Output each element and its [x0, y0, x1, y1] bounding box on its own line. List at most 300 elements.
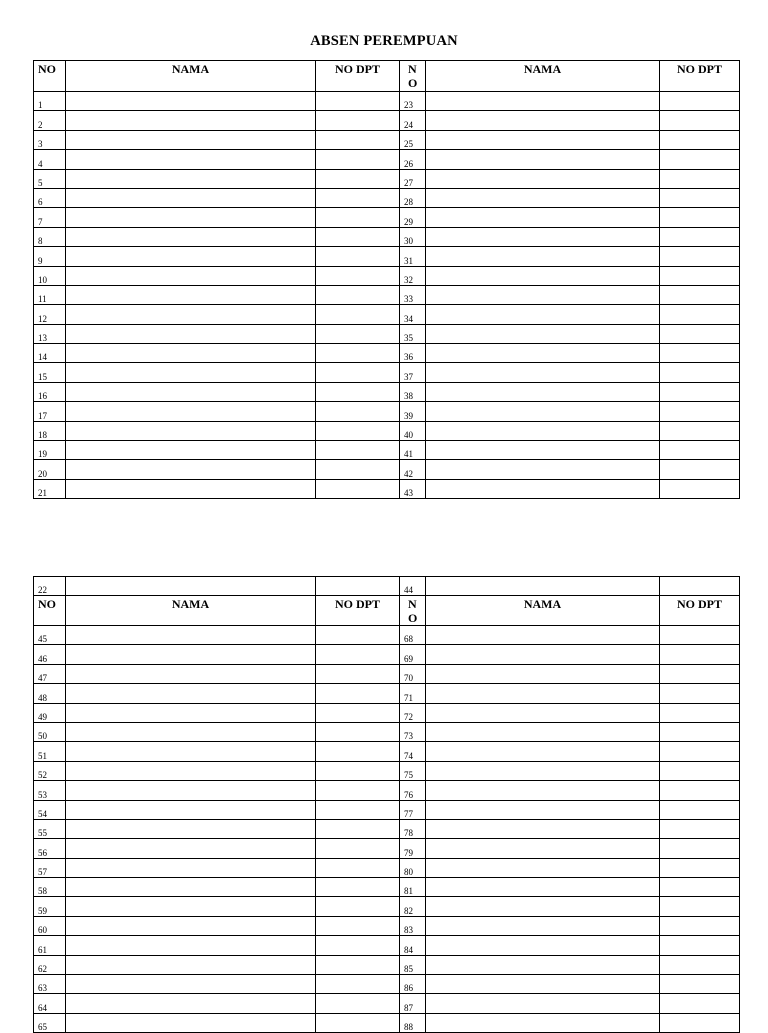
dpt-cell-right[interactable]	[660, 645, 740, 664]
row-number-left: 6	[34, 188, 66, 207]
dpt-cell-left[interactable]	[316, 703, 400, 722]
table-row	[34, 208, 740, 227]
row-number-right: 74	[400, 742, 426, 761]
name-cell-left[interactable]	[66, 916, 316, 935]
table-row	[34, 169, 740, 188]
table-row	[34, 781, 740, 800]
dpt-cell-left[interactable]	[316, 839, 400, 858]
row-number-right: 87	[400, 994, 426, 1013]
dpt-cell-left[interactable]	[316, 742, 400, 761]
table-row	[34, 227, 740, 246]
dpt-cell-right[interactable]	[660, 1013, 740, 1032]
row-number-left: 18	[34, 421, 66, 440]
dpt-cell-left[interactable]	[316, 577, 400, 596]
dpt-cell-left[interactable]	[316, 858, 400, 877]
header-nama: NAMA	[66, 61, 316, 92]
row-number-left: 56	[34, 839, 66, 858]
name-cell-left[interactable]	[66, 839, 316, 858]
row-number-left: 3	[34, 130, 66, 149]
table-row	[34, 761, 740, 780]
row-number-right: 83	[400, 916, 426, 935]
row-number-left: 8	[34, 227, 66, 246]
dpt-cell-right[interactable]	[660, 344, 740, 363]
name-cell-right[interactable]	[426, 703, 660, 722]
dpt-cell-left[interactable]	[316, 111, 400, 130]
table-row	[34, 722, 740, 741]
name-cell-left[interactable]	[66, 936, 316, 955]
name-cell-right[interactable]	[426, 382, 660, 401]
table-row	[34, 111, 740, 130]
dpt-cell-left[interactable]	[316, 479, 400, 498]
name-cell-left[interactable]	[66, 1013, 316, 1032]
table-row	[34, 344, 740, 363]
dpt-cell-right[interactable]	[660, 382, 740, 401]
row-number-left: 55	[34, 819, 66, 838]
table-row	[34, 266, 740, 285]
name-cell-right[interactable]	[426, 111, 660, 130]
table-row	[34, 305, 740, 324]
dpt-cell-right[interactable]	[660, 577, 740, 596]
row-number-left: 20	[34, 460, 66, 479]
row-number-left: 54	[34, 800, 66, 819]
name-cell-left[interactable]	[66, 955, 316, 974]
name-cell-left[interactable]	[66, 344, 316, 363]
name-cell-right[interactable]	[426, 92, 660, 111]
table-row	[34, 703, 740, 722]
dpt-cell-left[interactable]	[316, 781, 400, 800]
dpt-cell-right[interactable]	[660, 441, 740, 460]
row-number-right: 34	[400, 305, 426, 324]
row-number-right: 33	[400, 285, 426, 304]
name-cell-left[interactable]	[66, 577, 316, 596]
dpt-cell-right[interactable]	[660, 742, 740, 761]
dpt-cell-right[interactable]	[660, 761, 740, 780]
name-cell-right[interactable]	[426, 130, 660, 149]
dpt-cell-left[interactable]	[316, 421, 400, 440]
row-number-left: 53	[34, 781, 66, 800]
table-row	[34, 382, 740, 401]
name-cell-right[interactable]	[426, 664, 660, 683]
table-row	[34, 441, 740, 460]
name-cell-left[interactable]	[66, 479, 316, 498]
table-row	[34, 839, 740, 858]
dpt-cell-left[interactable]	[316, 382, 400, 401]
name-cell-left[interactable]	[66, 684, 316, 703]
name-cell-right[interactable]	[426, 188, 660, 207]
dpt-cell-right[interactable]	[660, 975, 740, 994]
dpt-cell-right[interactable]	[660, 285, 740, 304]
dpt-cell-left[interactable]	[316, 150, 400, 169]
dpt-cell-right[interactable]	[660, 878, 740, 897]
name-cell-left[interactable]	[66, 800, 316, 819]
name-cell-right[interactable]	[426, 955, 660, 974]
name-cell-right[interactable]	[426, 878, 660, 897]
name-cell-right[interactable]	[426, 479, 660, 498]
dpt-cell-left[interactable]	[316, 975, 400, 994]
name-cell-right[interactable]	[426, 684, 660, 703]
row-number-right: 30	[400, 227, 426, 246]
name-cell-left[interactable]	[66, 460, 316, 479]
dpt-cell-left[interactable]	[316, 684, 400, 703]
name-cell-left[interactable]	[66, 645, 316, 664]
name-cell-left[interactable]	[66, 421, 316, 440]
dpt-cell-right[interactable]	[660, 363, 740, 382]
header-no-dpt: NO DPT	[316, 596, 400, 626]
name-cell-left[interactable]	[66, 703, 316, 722]
name-cell-left[interactable]	[66, 897, 316, 916]
row-number-right: 37	[400, 363, 426, 382]
name-cell-right[interactable]	[426, 722, 660, 741]
row-number-left: 60	[34, 916, 66, 935]
row-number-left: 57	[34, 858, 66, 877]
name-cell-right[interactable]	[426, 460, 660, 479]
name-cell-left[interactable]	[66, 208, 316, 227]
row-number-left: 4	[34, 150, 66, 169]
table-row	[34, 92, 740, 111]
dpt-cell-left[interactable]	[316, 897, 400, 916]
dpt-cell-left[interactable]	[316, 188, 400, 207]
dpt-cell-right[interactable]	[660, 208, 740, 227]
name-cell-right[interactable]	[426, 402, 660, 421]
name-cell-left[interactable]	[66, 305, 316, 324]
table-row	[34, 645, 740, 664]
name-cell-left[interactable]	[66, 111, 316, 130]
row-number-left: 63	[34, 975, 66, 994]
name-cell-left[interactable]	[66, 169, 316, 188]
dpt-cell-right[interactable]	[660, 247, 740, 266]
row-number-right: 68	[400, 626, 426, 645]
table-row	[34, 994, 740, 1013]
dpt-cell-left[interactable]	[316, 324, 400, 343]
header-no-dpt-right: NO DPT	[660, 61, 740, 92]
row-number-left: 51	[34, 742, 66, 761]
table-row	[34, 858, 740, 877]
row-number-left: 17	[34, 402, 66, 421]
table-row	[34, 324, 740, 343]
table-row	[34, 285, 740, 304]
table-row	[34, 936, 740, 955]
dpt-cell-right[interactable]	[660, 479, 740, 498]
row-number-right: 42	[400, 460, 426, 479]
name-cell-left[interactable]	[66, 664, 316, 683]
row-number-right: 86	[400, 975, 426, 994]
name-cell-right[interactable]	[426, 305, 660, 324]
row-number-right: 32	[400, 266, 426, 285]
dpt-cell-left[interactable]	[316, 266, 400, 285]
row-number-left: 49	[34, 703, 66, 722]
name-cell-left[interactable]	[66, 363, 316, 382]
table-row	[34, 402, 740, 421]
row-number-right: 24	[400, 111, 426, 130]
name-cell-left[interactable]	[66, 285, 316, 304]
row-number-left: 61	[34, 936, 66, 955]
dpt-cell-left[interactable]	[316, 130, 400, 149]
name-cell-left[interactable]	[66, 92, 316, 111]
name-cell-left[interactable]	[66, 382, 316, 401]
row-number-right: 70	[400, 664, 426, 683]
row-number-left: 47	[34, 664, 66, 683]
dpt-cell-right[interactable]	[660, 421, 740, 440]
name-cell-right[interactable]	[426, 936, 660, 955]
dpt-cell-left[interactable]	[316, 305, 400, 324]
dpt-cell-left[interactable]	[316, 819, 400, 838]
name-cell-right[interactable]	[426, 819, 660, 838]
name-cell-left[interactable]	[66, 878, 316, 897]
dpt-cell-right[interactable]	[660, 626, 740, 645]
name-cell-right[interactable]	[426, 227, 660, 246]
name-cell-right[interactable]	[426, 742, 660, 761]
name-cell-right[interactable]	[426, 363, 660, 382]
dpt-cell-right[interactable]	[660, 800, 740, 819]
row-number-left: 59	[34, 897, 66, 916]
dpt-cell-right[interactable]	[660, 897, 740, 916]
name-cell-right[interactable]	[426, 247, 660, 266]
table-row	[34, 247, 740, 266]
dpt-cell-left[interactable]	[316, 402, 400, 421]
header-nama-right: NAMA	[426, 61, 660, 92]
row-number-left: 14	[34, 344, 66, 363]
dpt-cell-left[interactable]	[316, 955, 400, 974]
dpt-cell-left[interactable]	[316, 247, 400, 266]
row-number-right: 39	[400, 402, 426, 421]
row-number-left: 52	[34, 761, 66, 780]
dpt-cell-right[interactable]	[660, 819, 740, 838]
table-row	[34, 878, 740, 897]
table-row	[34, 975, 740, 994]
name-cell-right[interactable]	[426, 1013, 660, 1032]
header-no: NO	[34, 61, 66, 92]
row-number-right: 41	[400, 441, 426, 460]
row-number-left: 16	[34, 382, 66, 401]
dpt-cell-left[interactable]	[316, 208, 400, 227]
name-cell-left[interactable]	[66, 858, 316, 877]
name-cell-right[interactable]	[426, 858, 660, 877]
row-number-right: 76	[400, 781, 426, 800]
header-no: NO	[34, 596, 66, 626]
row-number-right: 23	[400, 92, 426, 111]
row-number-left: 58	[34, 878, 66, 897]
dpt-cell-right[interactable]	[660, 130, 740, 149]
row-number-right: 88	[400, 1013, 426, 1032]
dpt-cell-left[interactable]	[316, 936, 400, 955]
name-cell-left[interactable]	[66, 722, 316, 741]
name-cell-left[interactable]	[66, 819, 316, 838]
row-number-right: 26	[400, 150, 426, 169]
row-number-right: 72	[400, 703, 426, 722]
header-nama-right: NAMA	[426, 596, 660, 626]
row-number-left: 48	[34, 684, 66, 703]
table-row	[34, 188, 740, 207]
row-number-left: 7	[34, 208, 66, 227]
dpt-cell-left[interactable]	[316, 626, 400, 645]
row-number-right: 79	[400, 839, 426, 858]
dpt-cell-right[interactable]	[660, 994, 740, 1013]
row-number-left: 15	[34, 363, 66, 382]
header-no-right: NO	[400, 596, 426, 626]
table-row	[34, 626, 740, 645]
dpt-cell-left[interactable]	[316, 800, 400, 819]
dpt-cell-right[interactable]	[660, 781, 740, 800]
dpt-cell-right[interactable]	[660, 188, 740, 207]
dpt-cell-right[interactable]	[660, 858, 740, 877]
name-cell-left[interactable]	[66, 626, 316, 645]
name-cell-right[interactable]	[426, 285, 660, 304]
dpt-cell-right[interactable]	[660, 839, 740, 858]
row-number-left: 13	[34, 324, 66, 343]
name-cell-right[interactable]	[426, 781, 660, 800]
dpt-cell-right[interactable]	[660, 703, 740, 722]
name-cell-right[interactable]	[426, 897, 660, 916]
name-cell-left[interactable]	[66, 266, 316, 285]
name-cell-left[interactable]	[66, 441, 316, 460]
dpt-cell-left[interactable]	[316, 645, 400, 664]
name-cell-right[interactable]	[426, 344, 660, 363]
name-cell-right[interactable]	[426, 626, 660, 645]
row-number-right: 35	[400, 324, 426, 343]
dpt-cell-left[interactable]	[316, 441, 400, 460]
row-number-left: 65	[34, 1013, 66, 1032]
name-cell-left[interactable]	[66, 402, 316, 421]
dpt-cell-right[interactable]	[660, 305, 740, 324]
dpt-cell-right[interactable]	[660, 402, 740, 421]
dpt-cell-left[interactable]	[316, 460, 400, 479]
name-cell-left[interactable]	[66, 975, 316, 994]
row-number-right: 44	[400, 577, 426, 596]
row-number-right: 40	[400, 421, 426, 440]
dpt-cell-right[interactable]	[660, 169, 740, 188]
row-number-left: 5	[34, 169, 66, 188]
row-number-left: 22	[34, 577, 66, 596]
dpt-cell-right[interactable]	[660, 150, 740, 169]
name-cell-right[interactable]	[426, 839, 660, 858]
dpt-cell-left[interactable]	[316, 344, 400, 363]
dpt-cell-right[interactable]	[660, 111, 740, 130]
row-number-left: 62	[34, 955, 66, 974]
row-number-left: 11	[34, 285, 66, 304]
name-cell-left[interactable]	[66, 994, 316, 1013]
name-cell-right[interactable]	[426, 208, 660, 227]
row-number-left: 45	[34, 626, 66, 645]
header-nama: NAMA	[66, 596, 316, 626]
name-cell-right[interactable]	[426, 975, 660, 994]
name-cell-right[interactable]	[426, 266, 660, 285]
table-row	[34, 130, 740, 149]
dpt-cell-left[interactable]	[316, 92, 400, 111]
dpt-cell-right[interactable]	[660, 955, 740, 974]
dpt-cell-left[interactable]	[316, 722, 400, 741]
dpt-cell-left[interactable]	[316, 916, 400, 935]
name-cell-right[interactable]	[426, 324, 660, 343]
name-cell-right[interactable]	[426, 761, 660, 780]
table-row	[34, 421, 740, 440]
name-cell-left[interactable]	[66, 227, 316, 246]
name-cell-right[interactable]	[426, 169, 660, 188]
row-number-left: 2	[34, 111, 66, 130]
row-number-right: 75	[400, 761, 426, 780]
row-number-left: 46	[34, 645, 66, 664]
name-cell-left[interactable]	[66, 761, 316, 780]
table-header-row	[34, 596, 740, 626]
dpt-cell-left[interactable]	[316, 1013, 400, 1032]
table-row	[34, 479, 740, 498]
row-number-right: 36	[400, 344, 426, 363]
name-cell-right[interactable]	[426, 994, 660, 1013]
row-number-right: 81	[400, 878, 426, 897]
name-cell-left[interactable]	[66, 742, 316, 761]
dpt-cell-left[interactable]	[316, 994, 400, 1013]
row-number-right: 28	[400, 188, 426, 207]
row-number-left: 50	[34, 722, 66, 741]
row-number-left: 12	[34, 305, 66, 324]
dpt-cell-left[interactable]	[316, 227, 400, 246]
table-header-row	[34, 61, 740, 92]
dpt-cell-left[interactable]	[316, 169, 400, 188]
name-cell-right[interactable]	[426, 150, 660, 169]
dpt-cell-right[interactable]	[660, 266, 740, 285]
table-row	[34, 819, 740, 838]
page-title: ABSEN PEREMPUAN	[310, 33, 458, 49]
dpt-cell-right[interactable]	[660, 936, 740, 955]
dpt-cell-right[interactable]	[660, 664, 740, 683]
dpt-cell-right[interactable]	[660, 92, 740, 111]
dpt-cell-left[interactable]	[316, 363, 400, 382]
name-cell-left[interactable]	[66, 781, 316, 800]
row-number-right: 77	[400, 800, 426, 819]
row-number-left: 9	[34, 247, 66, 266]
row-number-right: 29	[400, 208, 426, 227]
table-row	[34, 684, 740, 703]
dpt-cell-left[interactable]	[316, 664, 400, 683]
dpt-cell-left[interactable]	[316, 285, 400, 304]
dpt-cell-right[interactable]	[660, 227, 740, 246]
name-cell-right[interactable]	[426, 577, 660, 596]
name-cell-right[interactable]	[426, 645, 660, 664]
name-cell-right[interactable]	[426, 441, 660, 460]
row-number-left: 64	[34, 994, 66, 1013]
name-cell-right[interactable]	[426, 800, 660, 819]
row-number-right: 43	[400, 479, 426, 498]
row-number-right: 80	[400, 858, 426, 877]
row-number-right: 82	[400, 897, 426, 916]
table-row	[34, 1013, 740, 1032]
name-cell-left[interactable]	[66, 188, 316, 207]
name-cell-right[interactable]	[426, 916, 660, 935]
row-number-right: 78	[400, 819, 426, 838]
dpt-cell-right[interactable]	[660, 324, 740, 343]
row-number-right: 73	[400, 722, 426, 741]
row-number-right: 84	[400, 936, 426, 955]
dpt-cell-right[interactable]	[660, 722, 740, 741]
name-cell-left[interactable]	[66, 247, 316, 266]
name-cell-left[interactable]	[66, 150, 316, 169]
table-row	[34, 577, 740, 596]
name-cell-left[interactable]	[66, 324, 316, 343]
table-row	[34, 897, 740, 916]
dpt-cell-right[interactable]	[660, 684, 740, 703]
dpt-cell-left[interactable]	[316, 761, 400, 780]
dpt-cell-right[interactable]	[660, 460, 740, 479]
row-number-right: 25	[400, 130, 426, 149]
row-number-left: 1	[34, 92, 66, 111]
header-no-dpt-right: NO DPT	[660, 596, 740, 626]
row-number-right: 71	[400, 684, 426, 703]
name-cell-left[interactable]	[66, 130, 316, 149]
table-row	[34, 955, 740, 974]
dpt-cell-left[interactable]	[316, 878, 400, 897]
name-cell-right[interactable]	[426, 421, 660, 440]
row-number-left: 19	[34, 441, 66, 460]
dpt-cell-right[interactable]	[660, 916, 740, 935]
